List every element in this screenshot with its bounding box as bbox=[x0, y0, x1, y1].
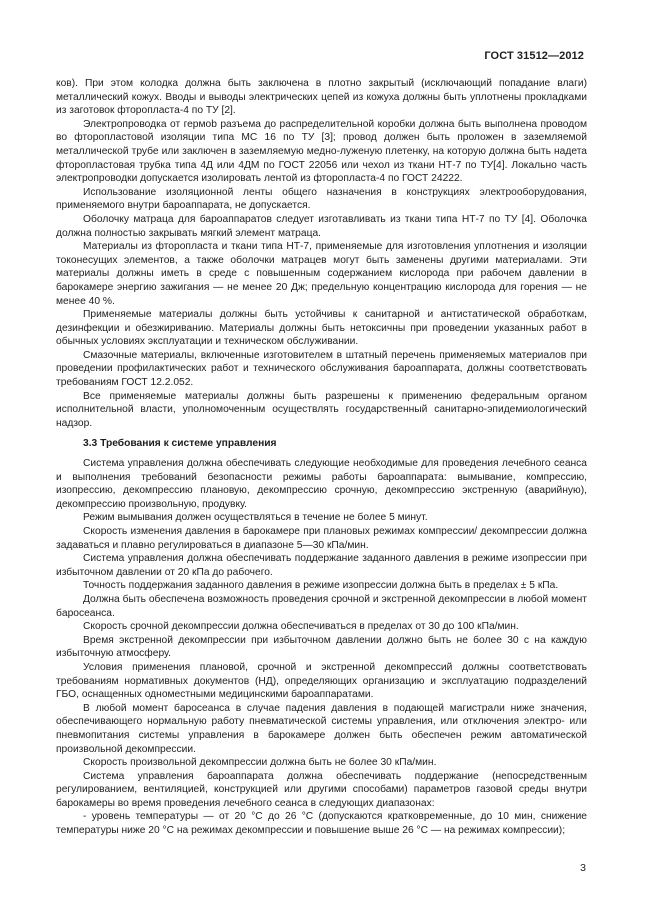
paragraph: Точность поддержания заданного давления в режиме изопрессии должна быть в пределах ± 5 кПа. bbox=[83, 580, 559, 592]
paragraph: Система управления должна обеспечивать поддержание заданного давления в режиме изопрессии при избыточном давлении от 20 кПа до рабочего. bbox=[56, 553, 587, 578]
section-heading: 3.3 Требования к системе управления bbox=[83, 438, 277, 450]
paragraph: Электропроводка от гермоb разъема до распределительной коробки должна быть выполнена проводом во фторопластовой изоляции типа МС 16 по ТУ [3]; провод должен быть проложен в заземляемой металлической трубе или заключен в заземляемую медно-луженую плетенку, на которую должна быть надета фторопластовая трубка типа 4Д или 4ДМ по ГОСТ 22056 или чехол из ткани НТ-7 по ТУ[4]. Локально часть электропроводки допускается изолировать лентой из фторопласта-4 по ГОСТ 24222. bbox=[56, 118, 587, 185]
paragraph: Система управления бароаппарата должна обеспечивать поддержание (непосредственным регулированием, вентиляцией, конструкцией или другими способами) параметров газовой среды внутри барокамеры во время проведения лечебного сеанса в следующих диапазонах: bbox=[56, 770, 587, 809]
paragraph: Условия применения плановой, срочной и экстренной декомпрессий должны соответствовать требованиям нормативных документов (НД), определяющих организацию и эксплуатацию подразделений ГБО, оснащенных одноместными медицинскими бароаппаратами. bbox=[56, 661, 587, 701]
paragraph: Система управления должна обеспечивать следующие необходимые для проведения лечебного сеанса и выполнения требований безопасности режимы работы бароаппарата: вымывание, компрессию, изопрессию, декомпрессию плановую, декомпрессию срочную, декомпрессию экстренную (аварийную), декомпрессию произвольную, продувку. bbox=[56, 458, 587, 510]
paragraph: Время экстренной декомпрессии при избыточном давлении должно быть не более 30 с на каждую избыточную атмосферу. bbox=[56, 634, 587, 660]
paragraph: Применяемые материалы должны быть устойчивы к санитарной и антистатической обработкам, дезинфекции и обезжириванию. Материалы должны быть нетоксичны при проведении указанных работ в обычных условиях эксплуатации и техническом обслуживании. bbox=[56, 309, 587, 348]
paragraph: Режим вымывания должен осуществляться в течение не более 5 минут. bbox=[83, 512, 428, 524]
paragraph: Оболочку матраца для бароаппаратов следует изготавливать из ткани типа НТ-7 по ТУ [4]. Оболочка должна полностью закрывать мягкий элемент матраца. bbox=[56, 213, 587, 239]
paragraph: Все применяемые материалы должны быть разрешены к применению федеральным органом исполнительной власти, уполномоченным осуществлять государственный санитарно-эпидемиологический надзор. bbox=[56, 390, 587, 429]
paragraph: ков). При этом колодка должна быть заключена в плотно закрытый (исключающий попадание влаги) металлический кожух. Вводы и выводы электрических цепей из кожуха должны быть уплотнены прокладками из заготовок фторопласта-4 по ТУ [2]. bbox=[56, 78, 587, 117]
paragraph: - уровень температуры — от 20 °С до 26 °С (допускаются кратковременные, до 10 мин, снижение температуры ниже 20 °С на режимах декомпрессии и повышение выше 26 °С — на режимах компрессии); bbox=[56, 811, 587, 837]
paragraph: Скорость произвольной декомпрессии должна быть не более 30 кПа/мин. bbox=[83, 757, 437, 769]
page-number: 3 bbox=[580, 862, 586, 874]
paragraph: Скорость срочной декомпрессии должна обеспечиваться в пределах от 30 до 100 кПа/мин. bbox=[83, 621, 519, 633]
paragraph: В любой момент бaросеанса в случае падения давления в подающей магистрали ниже значения, обеспечивающего нормальную работу пневматической системы управления, или отключения электро- или пневмопитания системы управления в барокамере должен быть обеспечен режим автоматической произвольной декомпрессии. bbox=[56, 702, 587, 755]
paragraph: Скорость изменения давления в барокамере при плановых режимах компрессии/ декомпрессии должна задаваться и плавно регулироваться в диапазоне 5—30 кПа/мин. bbox=[56, 526, 587, 551]
paragraph: Смазочные материалы, включенные изготовителем в штатный перечень применяемых материалов при проведении профилактических работ и технического обслуживания бароаппарата, должны соответствовать требованиям ГОСТ 12.2.052. bbox=[56, 349, 587, 389]
paragraph: Материалы из фторопласта и ткани типа НТ-7, применяемые для изготовления уплотнения и изоляции токонесущих элементов, а также оболочки матрацев могут быть заменены другими материалами. Эти материалы должны иметь в среде с повышенным содержанием кислорода при рабочем давлении в барокамере энергию зажигания — не менее 20 Дж; предельную концентрацию кислорода для горения — не менее 40 %. bbox=[56, 241, 587, 307]
document-body bbox=[56, 77, 587, 838]
document-header: ГОСТ 31512—2012 bbox=[484, 50, 584, 62]
paragraph: Должна быть обеспечена возможность проведения срочной и экстренной декомпрессии в любой момент бaросеанса. bbox=[56, 593, 587, 619]
paragraph: Использование изоляционной ленты общего назначения в конструкциях электрооборудования, применяемого внутри бароаппарата, не допускается. bbox=[56, 186, 587, 212]
